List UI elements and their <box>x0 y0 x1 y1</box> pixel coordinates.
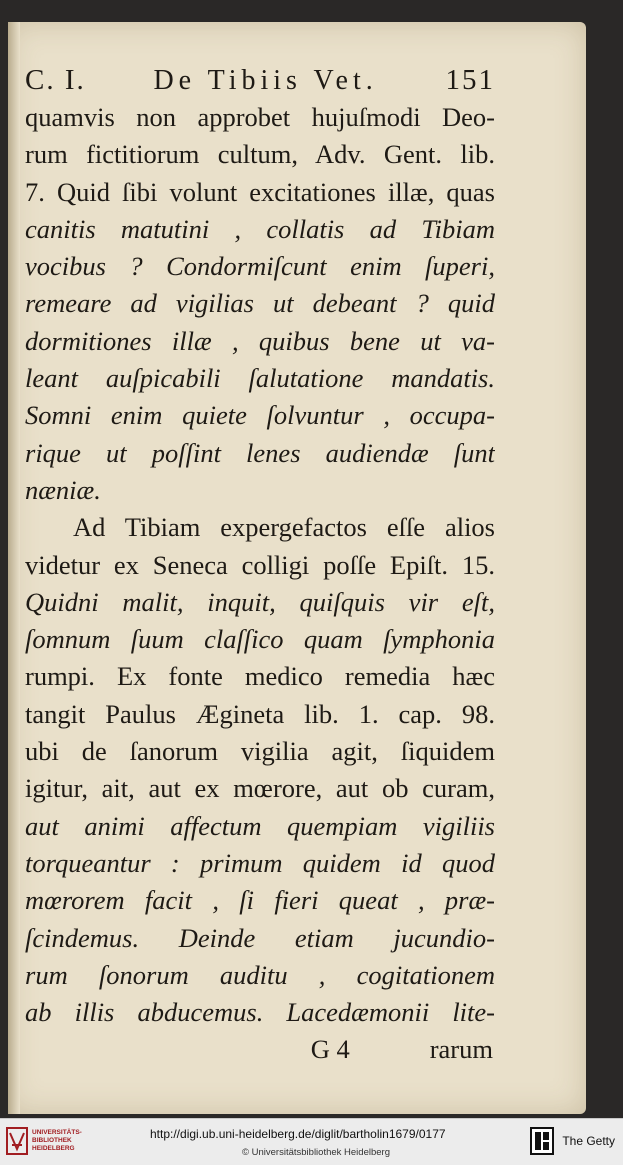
book-page <box>8 22 586 1114</box>
text-line: ubi de ſanorum vigilia agit, ſiquidem <box>25 736 495 767</box>
chapter-marker: C. I. <box>25 64 86 96</box>
library-seal-icon <box>6 1127 28 1155</box>
text-line: leant auſpicabili ſalutatione mandatis. <box>25 363 495 394</box>
copyright-notice: © Universitätsbibliothek Heidelberg <box>242 1147 390 1158</box>
running-header <box>25 62 495 99</box>
text-line: remeare ad vigilias ut debeant ? quid <box>25 288 495 319</box>
text-line: mœrorem facit , ſi fieri queat , præ- <box>25 885 495 916</box>
page-footer <box>25 1031 495 1068</box>
text-line: quamvis non approbet hujuſmodi Deo- <box>25 102 495 132</box>
text-line: aut animi affectum quempiam vigiliis <box>25 810 495 841</box>
text-line: videtur ex Seneca colligi poſſe Epiſt. 15. <box>25 549 495 580</box>
text-line: ſomnum ſuum claſſico quam ſymphonia <box>25 624 495 655</box>
catchword: rarum <box>429 1034 493 1065</box>
sponsor-logo[interactable] <box>530 1127 615 1155</box>
page-gutter <box>8 22 20 1114</box>
text-line: ſcindemus. Deinde etiam jucundio- <box>25 922 495 953</box>
text-line: rum fictitiorum cultum, Adv. Gent. lib. <box>25 139 495 170</box>
text-line: canitis matutini , collatis ad Tibiam <box>25 213 495 244</box>
text-line: tangit Paulus Ægineta lib. 1. cap. 98. <box>25 698 495 729</box>
text-line: 7. Quid ſibi volunt excitationes illæ, quas <box>25 176 495 207</box>
text-line: Ad Tibiam expergefactos eſſe alios <box>73 512 495 543</box>
signature-mark: G 4 <box>310 1034 350 1065</box>
text-line: rique ut poſſint lenes audiendæ ſunt <box>25 437 495 468</box>
library-logo[interactable] <box>6 1127 80 1155</box>
page-number: 151 <box>445 64 495 96</box>
text-line: Somni enim quiete ſolvuntur , occupa- <box>25 400 495 431</box>
text-line: ab illis abducemus. Lacedæmonii lite- <box>25 997 495 1028</box>
text-line: Quidni malit, inquit, quiſquis vir eſt, <box>25 586 495 617</box>
sponsor-name: The Getty <box>562 1134 615 1148</box>
text-line: rum ſonorum auditu , cogitationem <box>25 959 495 990</box>
text-line: rumpi. Ex fonte medico remedia hæc <box>25 661 495 692</box>
getty-logo-icon <box>530 1127 554 1155</box>
library-logo-text: UNIVERSITÄTS- BIBLIOTHEK HEIDELBERG <box>32 1129 82 1152</box>
text-line: igitur, ait, aut ex mœrore, aut ob curam, <box>25 773 495 804</box>
text-line: næniæ. <box>25 474 101 505</box>
running-title: De Tibiis Vet. <box>153 65 378 96</box>
permalink[interactable]: http://digi.ub.uni-heidelberg.de/diglit/bartholin1679/0177 <box>150 1127 446 1141</box>
viewer-footer-bar <box>0 1118 623 1165</box>
text-line: torqueantur : primum quidem id quod <box>25 847 495 878</box>
page-text <box>25 62 495 1068</box>
text-line: vocibus ? Condormiſcunt enim ſuperi, <box>25 251 495 282</box>
text-line: dormitiones illæ , quibus bene ut va- <box>25 325 495 356</box>
